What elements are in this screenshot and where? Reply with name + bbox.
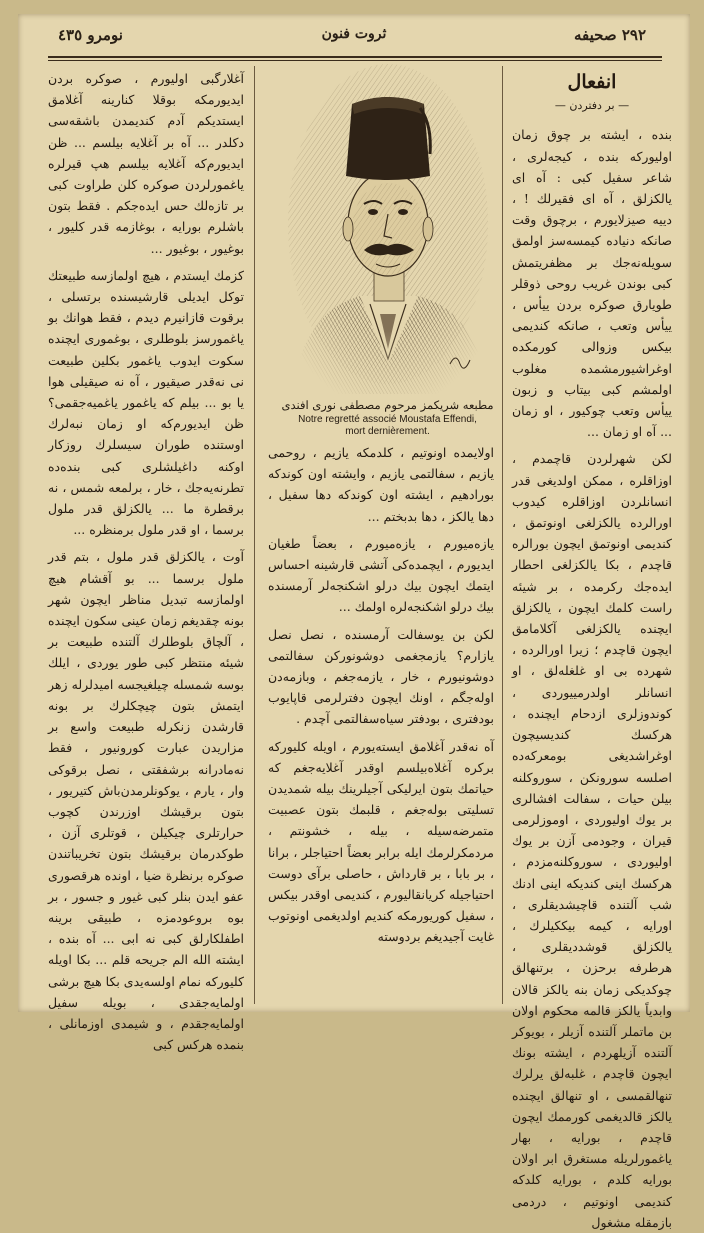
article-title: انفعال [567, 71, 617, 93]
paragraph: يازه‌ميورم ، يازه‌ميورم ، بعضاً طغيان ايديورم ، ايچمده‌كى آتشى قارشينه احساس ايتمك ايچون بيك درلو اشكنجه‌لر آرمسنده بيك درلو اشكنجه‌لره اولمك ... [268, 535, 494, 615]
article-subtitle: — بر دفتردن — [554, 99, 630, 113]
column-left [47, 68, 244, 1053]
paragraph: آغلارگبى اوليورم ، صوكره بردن ايديورمكه بوقلا كنارينه آغلامق ايستديكم آدم كنديمدن باشقه‌سى دكلدر ... آه بر آغلايه بيلسم ... ظن ايديورم‌كه آغلايه بيلسم هپ قيرلره ياغمورلردن صوكره كلن طراوت كبى بر تازه‌لك حس ايده‌جكم . فقط بتون باشلرم بورايه ، بوغازمه قدر كليور ، بوغيور ، بوغيور ... [48, 71, 244, 256]
paragraph: آه نه‌قدر آغلامق ايسته‌يورم ، اويله كليوركه بركره آغلاه‌بيلسم اوقدر آغلايه‌جغم كه حياتمك بتون ايرليكى آجيلرينك بيله شمديدن تسليتى بوله‌جغم ، قلبمك بتون عصبيت متمرضه‌سيله ، بيله ، خشونتم ، مردمكرلرمك ايله برابر بعضاً احتياجلر ، برانا ، بر بابا ، بر قارداش ، حاصلى برآى دوست احتياجيله كريانقاليورم ، كنديمى اوقدر بيكس ، سفيل كوريورمكه كنديم اولديغمى اونوتوب غايت آجيديغم بردوسته [268, 738, 494, 945]
column-middle [268, 442, 494, 998]
journal-title: ثروت فنون [321, 26, 387, 42]
header-rule-thin [48, 60, 662, 61]
paragraph: لكن شهرلردن قاچمدم ، اوزاقلره ، ممكن اولديغى قدر انسانلردن اوزاقلره كيدوب اورالرده يالكزلغى اونوتمق ، كنديمى اونوتمق ايچون بورالره قاچدم ، بكا يالكزلغى احطار ايده‌جك ركرمده ، بر شيئه راست كلمك ايچون ، يالكزلق ايچنده يالكزلغى آكلامامق ايچون قاچدم ؛ زيرا اورالرده ، شهرده بى او غلغله‌لق ، او انسانلر اولدرمييوردى ، كوندوزلرى ازدحام ايچنده ، هركسك كنديسيچون اوغراشديغى بومعركه‌ده اصلسه سورونكن ، سوروكلنه بيلن حيات ، سفالت افشالرى بر يوك اوليوردى ، اوموزلرمى قيران ، وجودمى آزن بر يوك اوليوردى ، سوروكلنه‌مزدم ، هركسك اينى كنديكه اينى ادنك شب آلتنده قاچيشديقلرى ، اورايه ، كيمه بيككيلرك ، يالكزلق قوشدديقلرى ، هرطرفه برحزن ، برتنهالق چوكديكى زمان بنه يالكز قالان وابدياً يالكز قالمه محكوم اولان بن ماتملر آلتنده آزيلر ، بويوكر آلتنده آزيلهردم ، ايشته بونك ايچون قاچدم ، غلبه‌لق يرلرك تنهالقمسى ، او تنهالق ايچنده يالكز قالديغمى كورممك ايچون قاچدم ، بورايه ، بهار ياغمورلريله مستغرق ابر اولان بورايه كلدم ، بورايه كلدكه كنديمى اونوتيم ، دردمى بازمقله مشغول [512, 451, 672, 1230]
header-rule [48, 56, 662, 58]
portrait-caption-french [280, 414, 495, 438]
page-header [18, 14, 690, 60]
column-right [512, 68, 672, 1230]
issue-number: نومرو ٤٣٥ [58, 26, 123, 44]
paragraph: كزمك ايستدم ، هيچ اولمازسه طبيعتك توكل ايديلى قارشيسنده برتسلى ، برقوت قازانيرم ديدم ، فقط هوانك بو ياغمورسز بلوطلرى ، بوغمورى ايچنده سكوت ايدوب ياغمور بكلين طبيعت نى نه‌قدر صيقيور ، آه نه صيقيلى هوا يا بو ... بيلم كه ياغمور ياغميه‌جقمى؟ ظن ايديورم‌كه او زمان نبه‌لرك اوستنده طوران سيسلرك روزكار اوكنه داغيلشلرى كبى بنده‌ده تطرنه‌يه‌جك ، خار ، برلمعه شمس ، نه برقطرة ما ... يالكزلق قدر ملول برسما ، او قدر ملول برمنظره ... [48, 267, 244, 538]
paragraph: بنده ، ايشته بر چوق زمان اوليوركه بنده ، كيجه‌لرى ، شاعر سفيل كبى : آه اى يالكزلق ، آه اى فقيرلك ! ، دييه صيزلايورم ، برچوق وقت صانكه دنياده كيمسه‌سز اولمق سويله‌نه‌جك بر مظفريتمش كبى بوندن غريب روحى ذوقلر طويارق صوكره بردن ييأس ، ييأس وتعب ، صانكه كنديمى بيكس وزوالى كورمكده اوغراشيورمشمده مغلوب اولمشم كبى بيتاب و زبون ييأس وتعب چوكيور ، او زمان ... آه او زمان ... [512, 127, 672, 440]
newspaper-page [18, 14, 690, 1230]
portrait-engraving [280, 64, 495, 394]
portrait-illustration [280, 64, 495, 394]
column-divider-left [254, 66, 255, 1004]
caption-french-line-2: mort dernièrement. [345, 426, 430, 437]
paragraph: آوت ، يالكزلق قدر ملول ، بتم قدر ملول برسما ... بو آقشام هيچ اولمازسه تبديل مناظر ايچون شهر بونه چقديغم زمان عينى سكون ايچنده ، آلچاق بلوطلرك آلتنده طبيعت بر شيئه منتظر كبى طور يوردى ، ايلك بوسه شمسله چيلغيجسه اميدلرله زهر ايتمش بتون چيچكلرك بر بونه قارشدن زنكرله طبيعت واسع بر مزاريدن عبارت كورونيور ، فقط نه‌مادرانه برشفقتى ، نصل برقوكى وار ، يارم ، يوكونلرمدن‌باش كتيريور ، بتون برقيشك اوزرندن كچوب حرارتلرى چيكيلن ، قوتلرى آزن ، طوكدرمان برقيشك بتون تخريباتندن صوكره برنظرة ضيا ، اونده هرقصورى عفو ايدن بنلر كبى غيور و جسور ، بر بوه بروعودمزه ، طبيقى برينه اطفلكارلق كبى نه ابى ... آه بنده ، ايشته الله الم جريحه قلم ... بكا اويله كليوركه نمام اولسه‌يدى بكا هيچ برشى اولمايه‌جقدى ، بويله سفيل اولمايه‌جقدم ، و شيمدى اوزمانلى ، بنمده هركس كبى [47, 549, 244, 1053]
page-number: ٢٩٢ صحيفه [574, 26, 646, 44]
paragraph: لكن بن يوسفالت آرمسنده ، نصل نصل يازارم؟ يازمجغمى دوشونوركن سفالتمى دوشونيورم ، خار ، يازمه‌جغم ، وبازمه‌دن اوله‌جگم ، اونك ايچون دفترلرمى قاپايوب بودفترى ، بودفتر سياه‌سفالتمى آچدم . [268, 626, 494, 727]
paragraph: اولايمده اونوتيم ، كلدمكه يازيم ، روحمى يازيم ، سفالتمى يازيم ، وايشته اون كوندكه بورادهيم ، ايشته اون كوندكه دها سفيل ، دها يالكز ، دها بدبختم ... [268, 445, 494, 524]
caption-french-line-1: Notre regretté associé Moustafa Effendi, [298, 414, 477, 425]
portrait-caption-turkish: مطبعه شريكمز مرحوم مصطفى نورى افندى [281, 398, 494, 412]
column-divider-right [502, 66, 503, 1004]
